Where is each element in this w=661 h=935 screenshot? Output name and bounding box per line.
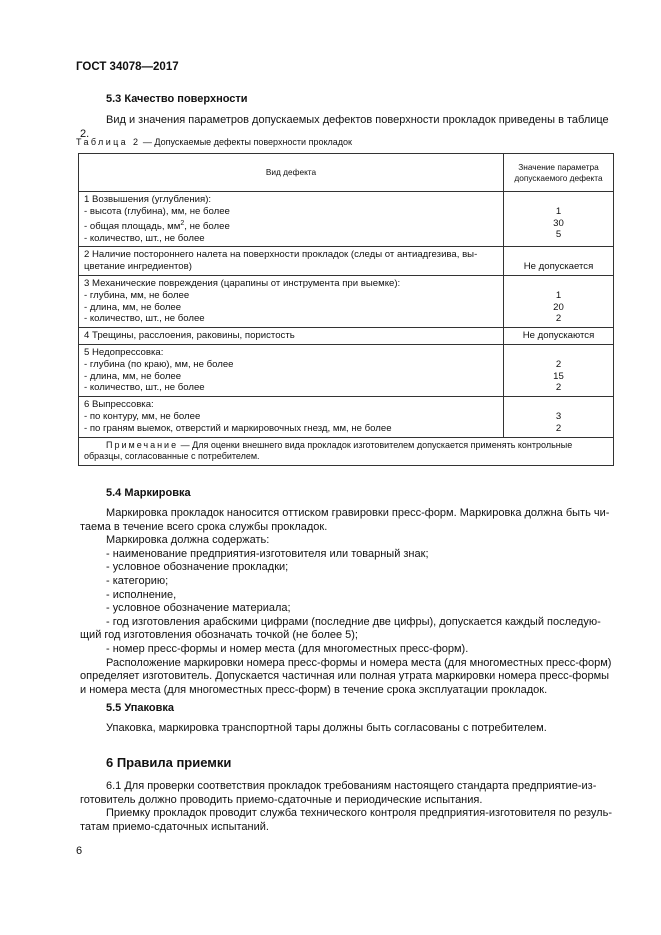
table-row <box>79 397 614 437</box>
row-line: - глубина, мм, не более <box>84 289 190 301</box>
row-title: 3 Механические повреждения (царапины от инструмента при выемке): <box>84 277 401 289</box>
acceptance-paragraph-1: 6.1 Для проверки соответствия прокладок требованиям настоящего стандарта предприятие-изготовитель должно проводить приемо-сдаточные и периодические испытания. <box>80 780 597 806</box>
row-line: - количество, шт., не более <box>84 382 205 394</box>
table-caption-text: — Допускаемые дефекты поверхности прокладок <box>140 137 352 147</box>
table-note <box>79 437 614 465</box>
row-line: - длина, мм, не более <box>84 370 182 382</box>
document-header: ГОСТ 34078—2017 <box>76 61 179 73</box>
intro-paragraph: Вид и значения параметров допускаемых дефектов поверхности прокладок приведены в таблице 2. <box>80 114 609 140</box>
value-cell <box>504 344 614 396</box>
value: 1 <box>555 289 562 301</box>
defect-cell <box>79 275 504 327</box>
row-line: - количество, шт., не более <box>84 232 205 244</box>
defect-cell: 2 Наличие постороннего налета на поверхности прокладок (следы от антиадгезива, выцветание ингредиентов) <box>79 247 504 276</box>
note-text: — Для оценки внешнего вида прокладок изготовителем допускается применять контрольные образцы, согласованные с потребителем. <box>84 439 573 462</box>
table-caption <box>76 137 352 147</box>
table-row <box>79 192 614 247</box>
list-item: - условное обозначение материала; <box>106 602 291 615</box>
row-line: - высота (глубина), мм, не более <box>84 205 230 217</box>
list-item: - условное обозначение прокладки; <box>106 561 289 574</box>
defect-cell: 4 Трещины, расслоения, раковины, пористость <box>79 328 504 345</box>
value: 2 <box>555 358 562 370</box>
list-item: - исполнение, <box>106 588 177 601</box>
defect-cell <box>79 344 504 396</box>
row-title: 6 Выпрессовка: <box>84 399 154 411</box>
row-line: - по контуру, мм, не более <box>84 410 201 422</box>
row-line <box>84 218 498 233</box>
section-5-5-body <box>80 722 615 736</box>
list-item: - категорию; <box>106 574 169 587</box>
row-line: - длина, мм, не более <box>84 301 182 313</box>
value-cell: Не допускаются <box>504 328 614 345</box>
defects-table <box>78 153 614 466</box>
list-item: - наименование предприятия-изготовителя или товарный знак; <box>106 547 429 560</box>
col-defect-header: Вид дефекта <box>79 154 504 192</box>
marking-paragraph-3: Расположение маркировки номера пресс-формы и номера места (для многоместных пресс-форм) определяет изготовитель. Допускается частичная или полная утрата маркировки номера пресс-формы и номера места (для многоместных пресс-форм) в течение срока эксплуатации прокладок. <box>80 656 612 696</box>
list-item: - год изготовления арабскими цифрами (последние две цифры), допускается каждый последующий год изготовления обозначать точкой (не более 5); <box>80 615 601 642</box>
value: 20 <box>553 301 564 313</box>
note-label: Примечание <box>106 439 179 450</box>
table-row <box>79 328 614 345</box>
value: 2 <box>555 382 562 394</box>
row-line: - количество, шт., не более <box>84 313 205 325</box>
packaging-paragraph: Упаковка, маркировка транспортной тары должны быть согласованы с потребителем. <box>106 722 547 734</box>
page-number: 6 <box>76 845 83 857</box>
section-5-3-title: 5.3 Качество поверхности <box>106 93 248 105</box>
row-line: - глубина (по краю), мм, не более <box>84 358 234 370</box>
value-cell <box>504 275 614 327</box>
section-5-5-title: 5.5 Упаковка <box>106 702 174 714</box>
table-header-row <box>79 154 614 192</box>
row-line-text: , не более <box>184 220 230 232</box>
value: 2 <box>555 422 562 434</box>
section-6-body <box>80 780 615 834</box>
row-title: 5 Недопрессовка: <box>84 346 164 358</box>
table-row <box>79 247 614 276</box>
list-item: - номер пресс-формы и номер места (для многоместных пресс-форм). <box>106 642 469 655</box>
row-title: 1 Возвышения (углубления): <box>84 194 212 205</box>
acceptance-paragraph-2: Приемку прокладок проводит служба технического контроля предприятия-изготовителя по результатам приемо-сдаточных испытаний. <box>80 807 612 833</box>
value-cell <box>504 397 614 437</box>
row-line-text: - общая площадь, мм <box>84 220 181 232</box>
marking-paragraph-2: Маркировка должна содержать: <box>106 534 270 547</box>
col-value-header: Значение параметра допускаемого дефекта <box>504 154 614 192</box>
value: 1 <box>555 205 562 217</box>
value: 2 <box>555 313 562 325</box>
table-row <box>79 344 614 396</box>
marking-paragraph-1: Маркировка прокладок наносится оттиском гравировки пресс-форм. Маркировка должна быть читаема в течение всего срока службы прокладок. <box>80 507 610 533</box>
section-6-title: 6 Правила приемки <box>106 755 232 770</box>
row-line: - по граням выемок, отверстий и маркировочных гнезд, мм, не более <box>84 422 392 434</box>
value: 30 <box>553 217 564 229</box>
section-5-4-title: 5.4 Маркировка <box>106 487 191 499</box>
defect-cell <box>79 397 504 437</box>
value: 5 <box>555 229 562 241</box>
value-cell <box>504 192 614 247</box>
section-5-4-body <box>80 507 615 697</box>
value: 15 <box>553 370 564 382</box>
defect-cell <box>79 192 504 247</box>
table-row <box>79 275 614 327</box>
marking-list <box>80 548 615 657</box>
superscript: 2 <box>180 219 185 227</box>
value-cell: Не допускается <box>504 247 614 276</box>
table-caption-label: Таблица 2 <box>76 137 141 147</box>
value: 3 <box>555 410 562 422</box>
table-note-row <box>79 437 614 465</box>
